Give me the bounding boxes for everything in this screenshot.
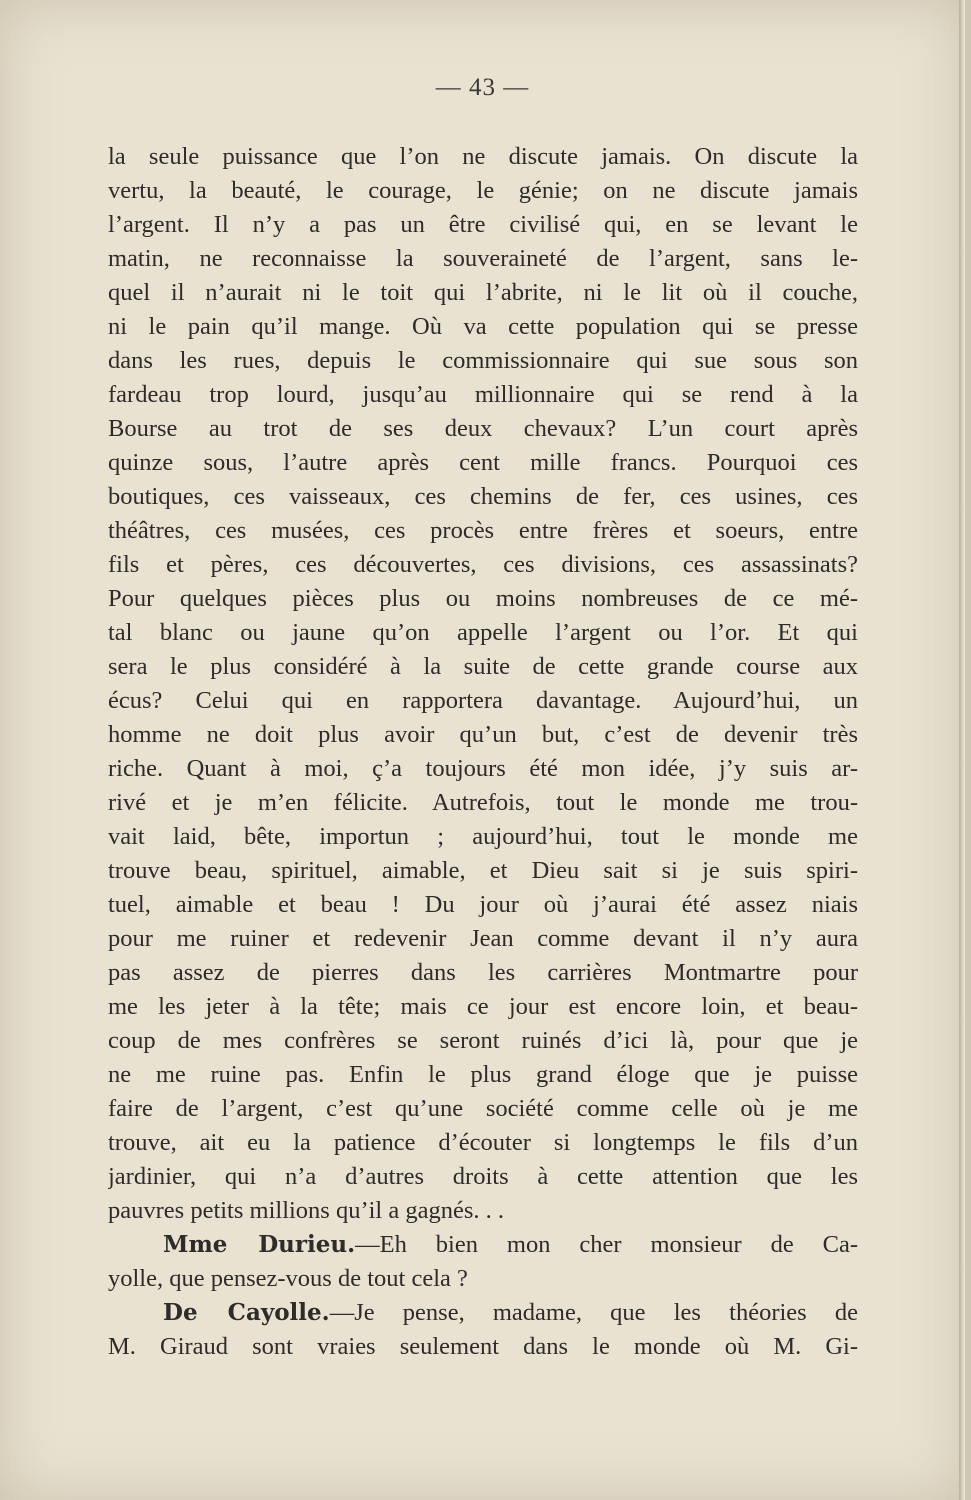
text-line: coup de mes confrères se seront ruinés d’ici là, pour que je xyxy=(108,1027,858,1054)
text-line: tal blanc ou jaune qu’on appelle l’argent ou l’or. Et qui xyxy=(108,619,858,646)
speaker-name-durieu: Mme Durieu. xyxy=(163,1231,356,1258)
text-line: la seule puissance que l’on ne discute jamais. On discute la xyxy=(108,143,858,170)
text-line: dans les rues, depuis le commissionnaire qui sue sous son xyxy=(108,347,858,374)
text-line: sera le plus considéré à la suite de cette grande course aux xyxy=(108,653,858,680)
text-line: rivé et je m’en félicite. Autrefois, tout le monde me trou- xyxy=(108,789,858,816)
dialogue-line-cayolle xyxy=(108,1296,858,1330)
dialogue-line-durieu xyxy=(108,1228,858,1262)
body-text xyxy=(108,140,858,1364)
page-number: — 43 — xyxy=(435,74,530,101)
text-line: vait laid, bête, importun ; aujourd’hui, tout le monde me xyxy=(108,823,858,850)
text-line: jardinier, qui n’a d’autres droits à cette attention que les xyxy=(108,1163,858,1190)
text-line: quel il n’aurait ni le toit qui l’abrite, ni le lit où il couche, xyxy=(108,279,858,306)
text-line: quinze sous, l’autre après cent mille francs. Pourquoi ces xyxy=(108,449,858,476)
text-line: trouve, ait eu la patience d’écouter si longtemps le fils d’un xyxy=(108,1129,858,1156)
text-line: pas assez de pierres dans les carrières Montmartre pour xyxy=(108,959,858,986)
dialogue-text-durieu: —Eh bien mon cher monsieur de Ca- xyxy=(355,1231,858,1258)
text-line: fardeau trop lourd, jusqu’au millionnaire qui se rend à la xyxy=(108,381,858,408)
text-line: pour me ruiner et redevenir Jean comme devant il n’y aura xyxy=(108,925,858,952)
text-line: l’argent. Il n’y a pas un être civilisé qui, en se levant le xyxy=(108,211,858,238)
text-line: Bourse au trot de ses deux chevaux? L’un court après xyxy=(108,415,858,442)
text-line: vertu, la beauté, le courage, le génie; on ne discute jamais xyxy=(108,177,858,204)
text-line: riche. Quant à moi, ç’a toujours été mon idée, j’y suis ar- xyxy=(108,755,858,782)
text-line: pauvres petits millions qu’il a gagnés. . . xyxy=(108,1197,505,1224)
text-line: ni le pain qu’il mange. Où va cette population qui se presse xyxy=(108,313,858,340)
dialogue-text-cayolle: —Je pense, madame, que les théories de xyxy=(329,1299,858,1326)
text-line: matin, ne reconnaisse la souveraineté de l’argent, sans le- xyxy=(108,245,858,272)
text-line: théâtres, ces musées, ces procès entre frères et soeurs, entre xyxy=(108,517,858,544)
text-line: Pour quelques pièces plus ou moins nombreuses de ce mé- xyxy=(108,585,858,612)
text-line: tuel, aimable et beau ! Du jour où j’aurai été assez niais xyxy=(108,891,858,918)
text-line: fils et pères, ces découvertes, ces divisions, ces assassinats? xyxy=(108,551,858,578)
dialogue-continuation-cayolle: M. Giraud sont vraies seulement dans le monde où M. Gi- xyxy=(108,1333,858,1360)
dialogue-continuation-durieu: yolle, que pensez-vous de tout cela ? xyxy=(108,1265,468,1292)
text-line: homme ne doit plus avoir qu’un but, c’est de devenir très xyxy=(108,721,858,748)
text-line: écus? Celui qui en rapportera davantage. Aujourd’hui, un xyxy=(108,687,858,714)
speaker-name-cayolle: De Cayolle. xyxy=(163,1299,330,1326)
text-line: ne me ruine pas. Enfin le plus grand éloge que je puisse xyxy=(108,1061,858,1088)
page-edge xyxy=(959,0,965,1500)
text-line: me les jeter à la tête; mais ce jour est encore loin, et beau- xyxy=(108,993,858,1020)
text-line: trouve beau, spirituel, aimable, et Dieu sait si je suis spiri- xyxy=(108,857,858,884)
text-line: boutiques, ces vaisseaux, ces chemins de fer, ces usines, ces xyxy=(108,483,858,510)
text-line: faire de l’argent, c’est qu’une société comme celle où je me xyxy=(108,1095,858,1122)
